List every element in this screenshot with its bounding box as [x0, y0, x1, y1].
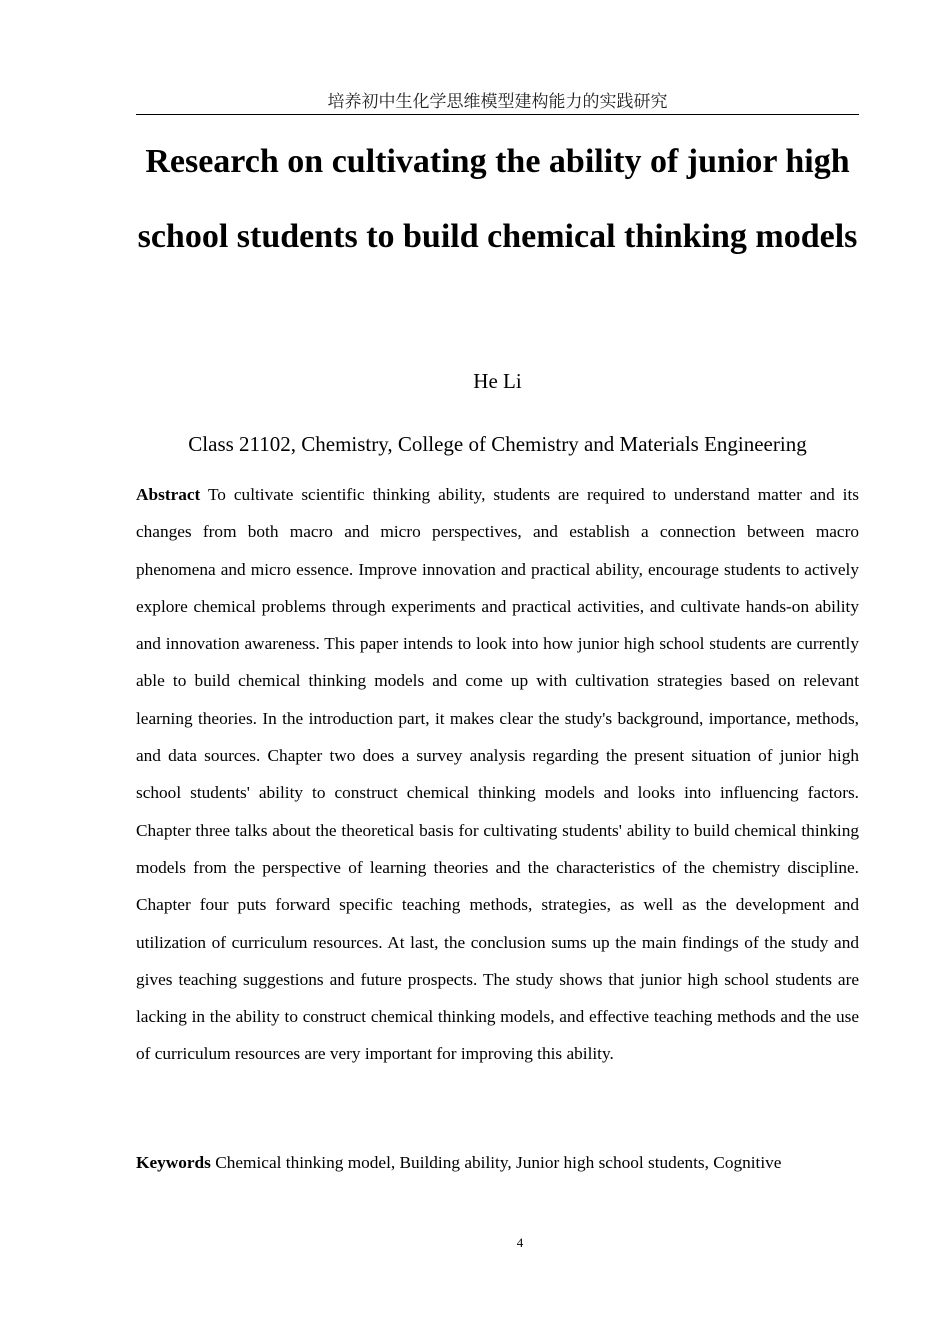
paper-title: Research on cultivating the ability of junior high school students to build chemical thinking models — [137, 143, 858, 255]
page-number: 4 — [516, 1235, 524, 1250]
abstract-label: Abstract — [136, 485, 201, 504]
running-header: 培养初中生化学思维模型建构能力的实践研究 — [136, 90, 859, 115]
author-name: He Li — [473, 369, 522, 393]
author-affiliation: Class 21102, Chemistry, College of Chemistry and Materials Engineering — [188, 432, 807, 456]
keywords-label: Keywords — [136, 1153, 211, 1172]
abstract-text: To cultivate scientific thinking ability, students are required to understand matter and its changes from both macro and micro perspectives, and establish a connection between macro phenomena and micro essence. Improve innovation and practical ability, encourage students to actively explore chemical problems through experiments and practical activities, and cultivate hands-on ability and innovation awareness. This paper intends to look into how junior high school students are currently able to build chemical thinking models and come up with cultivation strategies based on relevant learning theories. In the introduction part, it makes clear the study's background, importance, methods, and data sources. Chapter two does a survey analysis regarding the present situation of junior high school students' ability to construct chemical thinking models and looks into influencing factors. Chapter three talks about the theoretical basis for cultivating students' ability to build chemical thinking models from the perspective of learning theories and the characteristics of the chemistry discipline. Chapter four puts forward specific teaching methods, strategies, as well as the development and utilization of curriculum resources. At last, the conclusion sums up the main findings of the study and gives teaching suggestions and future prospects. The study shows that junior high school students are lacking in the ability to construct chemical thinking models, and effective teaching methods and the use of curriculum resources are very important for improving this ability. — [136, 485, 859, 1064]
keywords-text: Chemical thinking model, Building ability, Junior high school students, Cognitive — [215, 1153, 782, 1172]
abstract-paragraph — [136, 476, 859, 1073]
keywords-paragraph — [136, 1148, 859, 1178]
